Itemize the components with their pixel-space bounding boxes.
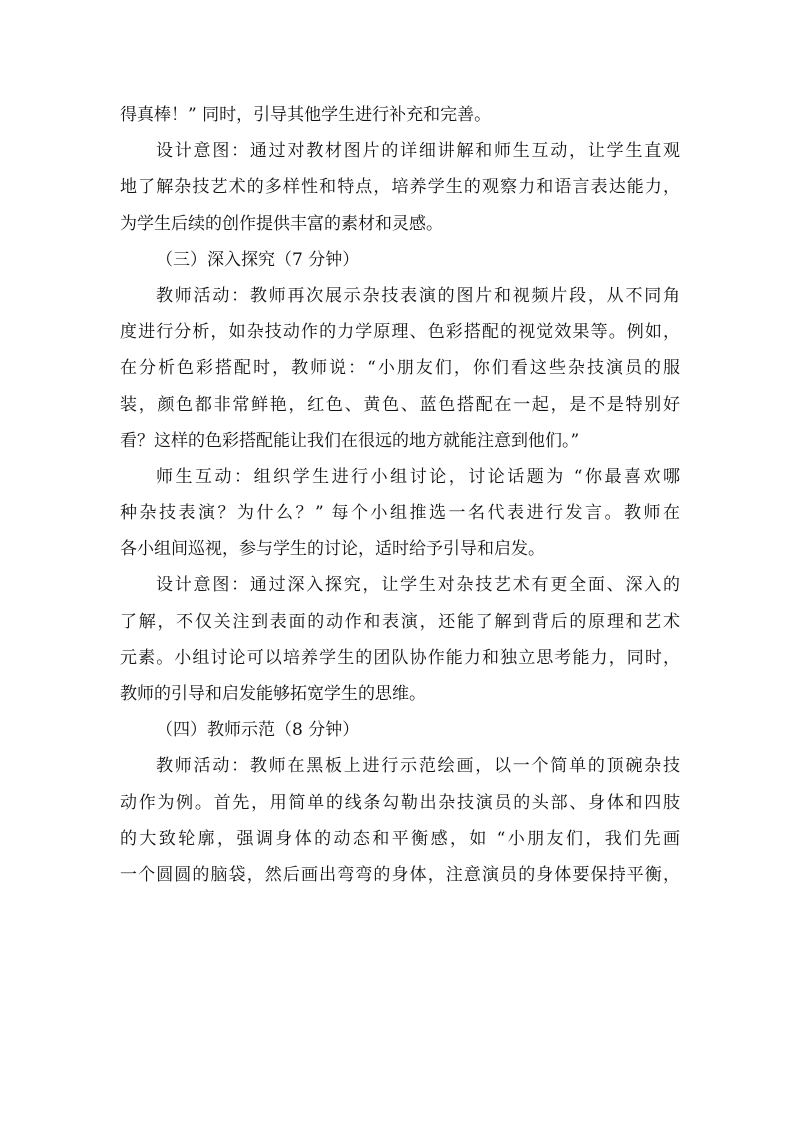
text-line: 动作为例。首先，用简单的线条勾勒出杂技演员的头部、身体和四肢 — [120, 792, 680, 813]
text-line: 得真棒！” 同时，引导其他学生进行补充和完善。 — [120, 105, 492, 125]
paragraph-interaction: 师生互动：组织学生进行小组讨论，讨论话题为 “你最喜欢哪 — [156, 466, 680, 487]
paragraph-design-intent-1: 设计意图：通过对教材图片的详细讲解和师生互动，让学生直观 — [156, 141, 680, 162]
document-body — [120, 97, 680, 893]
section-heading-3: （三）深入探究（7 分钟） — [156, 249, 360, 270]
text-line: 一个圆圆的脑袋，然后画出弯弯的身体，注意演员的身体要保持平衡， — [120, 864, 680, 885]
text-line: 在分析色彩搭配时，教师说：“小朋友们，你们看这些杂技演员的服 — [120, 358, 680, 379]
text-line: 元素。小组讨论可以培养学生的团队协作能力和独立思考能力，同时， — [120, 647, 680, 668]
text-line: 地了解杂技艺术的多样性和特点，培养学生的观察力和语言表达能力， — [120, 177, 680, 198]
text-line: 的大致轮廓，强调身体的动态和平衡感，如 “小朋友们，我们先画 — [120, 828, 680, 849]
paragraph-teacher-activity-1: 教师活动：教师再次展示杂技表演的图片和视频片段，从不同角 — [156, 285, 680, 306]
section-heading-4: （四）教师示范（8 分钟） — [156, 720, 360, 741]
text-line: 教师的引导和启发能够拓宽学生的思维。 — [120, 684, 426, 704]
text-line: 各小组间巡视，参与学生的讨论，适时给予引导和启发。 — [120, 539, 545, 560]
text-line: 度进行分析，如杂技动作的力学原理、色彩搭配的视觉效果等。例如， — [120, 322, 680, 343]
paragraph-teacher-activity-2: 教师活动：教师在黑板上进行示范绘画，以一个简单的顶碗杂技 — [156, 756, 680, 777]
text-line: 为学生后续的创作提供丰富的素材和灵感。 — [120, 213, 443, 234]
text-line: 看？这样的色彩搭配能让我们在很远的地方就能注意到他们。” — [120, 430, 580, 451]
text-line: 装，颜色都非常鲜艳，红色、黄色、蓝色搭配在一起，是不是特别好 — [120, 394, 680, 415]
text-line: 了解，不仅关注到表面的动作和表演，还能了解到背后的原理和艺术 — [120, 611, 680, 632]
paragraph-design-intent-2: 设计意图：通过深入探究，让学生对杂技艺术有更全面、深入的 — [156, 575, 680, 596]
text-line: 种杂技表演？为什么？” 每个小组推选一名代表进行发言。教师在 — [120, 503, 680, 524]
